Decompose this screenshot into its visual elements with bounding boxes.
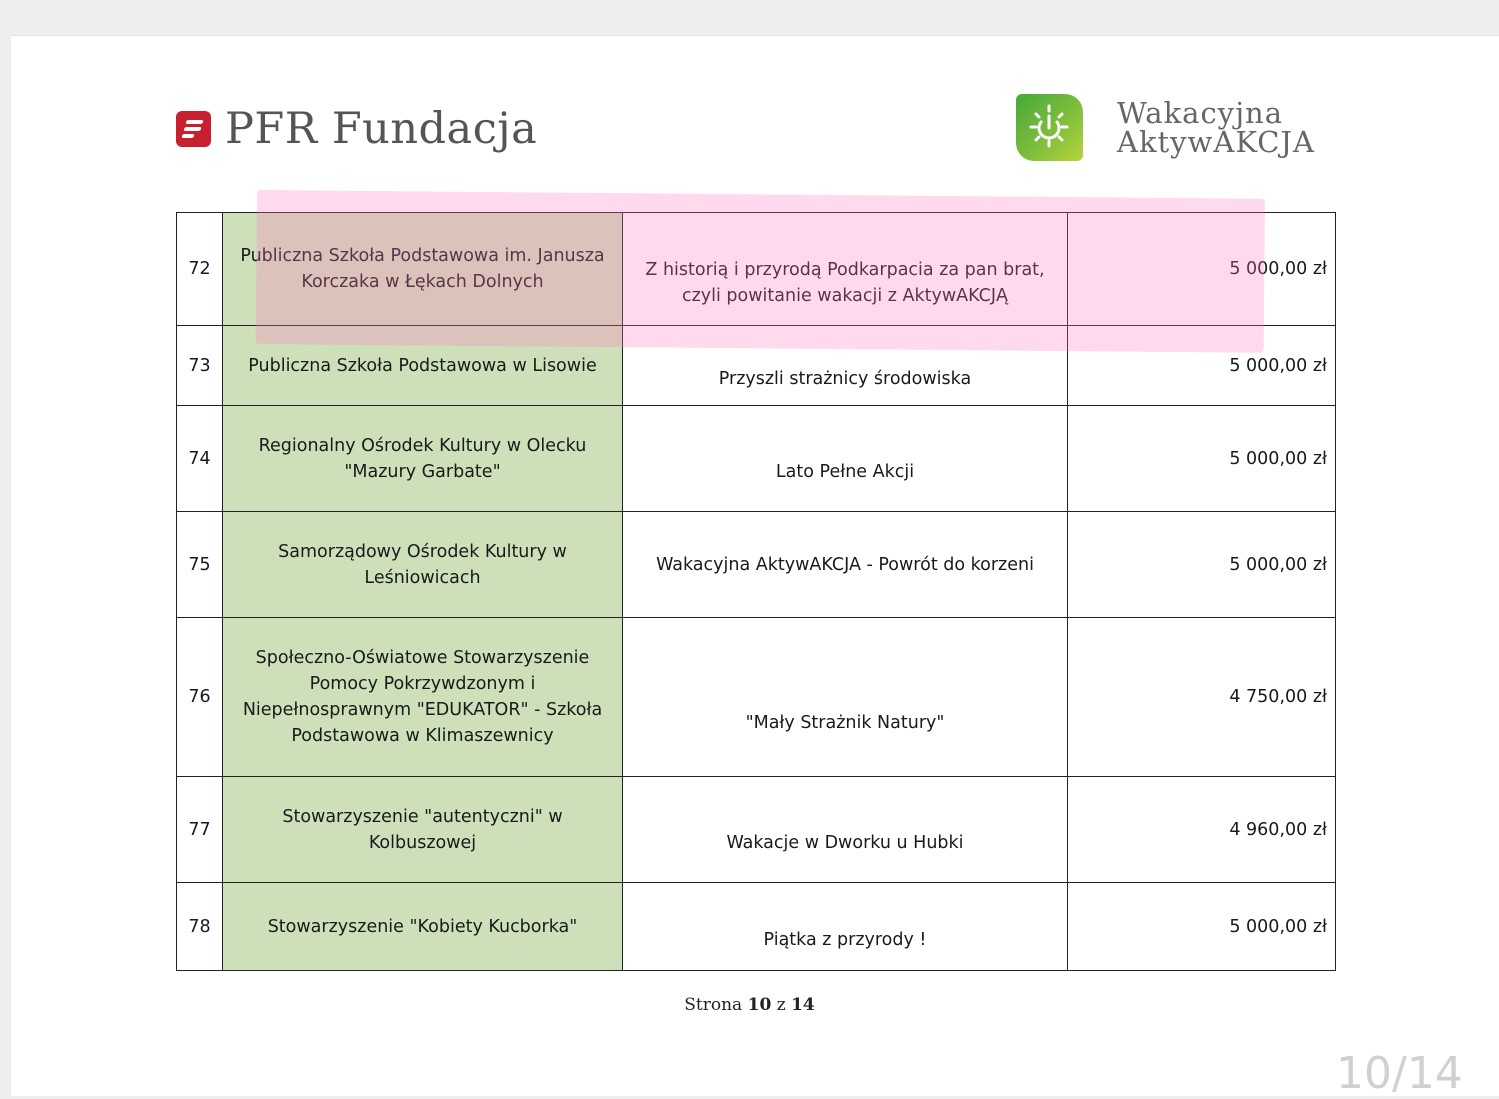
organization-cell: Regionalny Ośrodek Kultury w Olecku "Mazury Garbate" (223, 406, 623, 512)
row-number: 74 (177, 406, 223, 512)
viewer-page-counter: 10/14 (1336, 1048, 1463, 1099)
organization-cell: Społeczno-Oświatowe Stowarzyszenie Pomocy Pokrzywdzonym i Niepełnosprawnym "EDUKATOR" - Szkoła Podstawowa w Klimaszewnicy (223, 618, 623, 777)
table-row (177, 406, 1336, 512)
row-number: 75 (177, 512, 223, 618)
amount-cell: 5 000,00 zł (1068, 883, 1336, 971)
table-row (177, 777, 1336, 883)
amount-cell: 4 960,00 zł (1068, 777, 1336, 883)
pfr-logo-text: PFR Fundacja (225, 104, 538, 154)
table-row (177, 512, 1336, 618)
organization-cell: Samorządowy Ośrodek Kultury w Leśniowicach (223, 512, 623, 618)
project-cell: Lato Pełne Akcji (623, 406, 1068, 512)
project-cell: Piątka z przyrody ! (623, 883, 1068, 971)
project-cell: Z historią i przyrodą Podkarpacia za pan brat, czyli powitanie wakacji z AktywAKCJĄ (623, 213, 1068, 326)
table-row (177, 883, 1336, 971)
footer-prefix: Strona (684, 995, 743, 1015)
amount-cell: 4 750,00 zł (1068, 618, 1336, 777)
footer-total-pages: 14 (791, 995, 815, 1015)
row-number: 72 (177, 213, 223, 326)
table-row (177, 326, 1336, 406)
row-number: 73 (177, 326, 223, 406)
project-cell: Przyszli strażnicy środowiska (623, 326, 1068, 406)
footer-current-page: 10 (747, 995, 772, 1015)
grants-table (176, 212, 1336, 971)
project-cell: Wakacyjna AktywAKCJA - Powrót do korzeni (623, 512, 1068, 618)
row-number: 77 (177, 777, 223, 883)
pfr-logo-icon (176, 111, 211, 147)
wakacyjna-logo-text (1117, 95, 1315, 159)
wakacyjna-logo (1016, 94, 1315, 161)
footer-separator: z (776, 995, 786, 1015)
logo-line-1: Wakacyjna (1117, 95, 1284, 130)
row-number: 78 (177, 883, 223, 971)
amount-cell: 5 000,00 zł (1068, 326, 1336, 406)
page-footer (0, 995, 1499, 1015)
project-cell: Wakacje w Dworku u Hubki (623, 777, 1068, 883)
table-row (177, 618, 1336, 777)
amount-cell: 5 000,00 zł (1068, 406, 1336, 512)
organization-cell: Publiczna Szkoła Podstawowa im. Janusza Korczaka w Łękach Dolnych (223, 213, 623, 326)
project-cell: "Mały Strażnik Natury" (623, 618, 1068, 777)
table-row (177, 213, 1336, 326)
amount-cell: 5 000,00 zł (1068, 512, 1336, 618)
organization-cell: Stowarzyszenie "autentyczni" w Kolbuszowej (223, 777, 623, 883)
amount-cell: 5 000,00 zł (1068, 213, 1336, 326)
pfr-logo (176, 99, 537, 159)
row-number: 76 (177, 618, 223, 777)
sun-logo-icon (1016, 94, 1083, 161)
organization-cell: Stowarzyszenie "Kobiety Kucborka" (223, 883, 623, 971)
logo-line-2: AktywAKCJA (1117, 124, 1315, 159)
organization-cell: Publiczna Szkoła Podstawowa w Lisowie (223, 326, 623, 406)
